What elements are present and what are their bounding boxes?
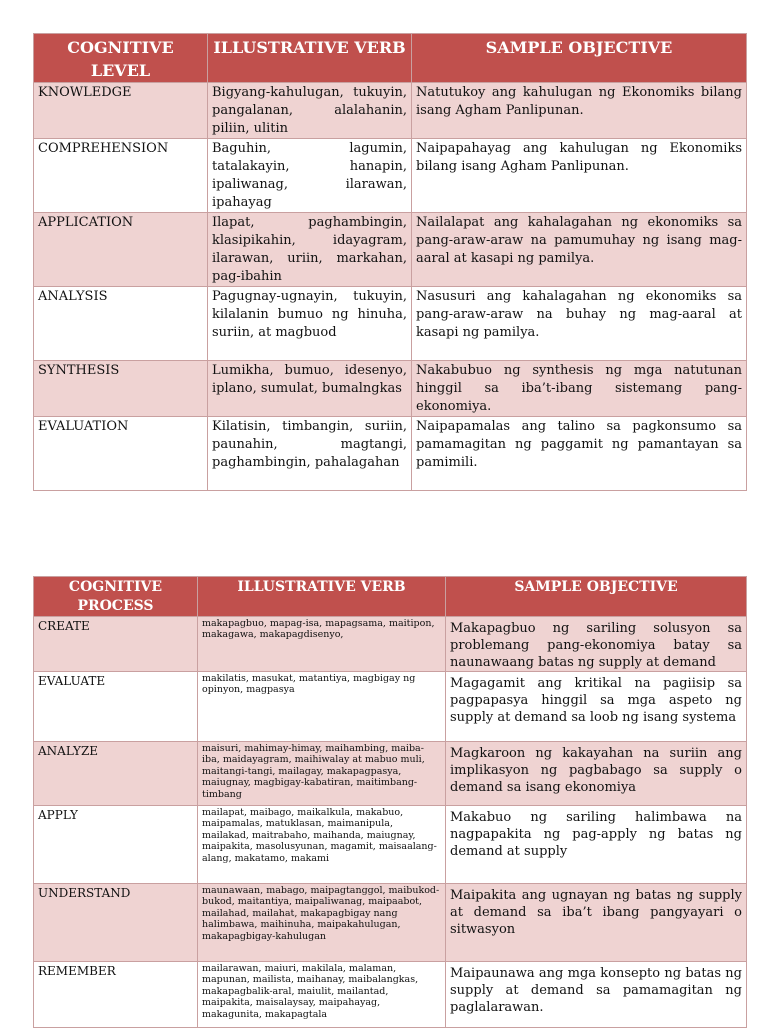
level-cell: EVALUATION [34,417,208,491]
objective-cell: Maipakita ang ugnayan ng batas ng supply at demand sa iba’t ibang pangyayari o sitwasyon [446,884,747,962]
level-cell: ANALYSIS [34,287,208,361]
process-cell: EVALUATE [34,672,198,742]
table-header-row [34,577,747,617]
objective-cell: Magkaroon ng kakayahan na suriin ang implikasyon ng pagbabago sa supply o demand sa isang ekonomiya [446,742,747,806]
level-cell: COMPREHENSION [34,139,208,213]
objective-cell: Naipapamalas ang talino sa pagkonsumo sa pamamagitan ng paggamit ng pamantayan sa pamimili. [412,417,747,491]
verb-cell: Pagugnay-ugnayin, tukuyin, kilalanin bumuo ng hinuha, suriin, at magbuod [208,287,412,361]
objective-cell: Naipapahayag ang kahulugan ng Ekonomiks bilang isang Agham Panlipunan. [412,139,747,213]
table-row [34,962,747,1028]
objective-cell: Makabuo ng sariling halimbawa na nagpapakita ng pag-apply ng batas ng demand at supply [446,806,747,884]
process-cell: UNDERSTAND [34,884,198,962]
cognitive-level-table [33,33,747,491]
process-cell: REMEMBER [34,962,198,1028]
objective-cell: Nailalapat ang kahalagahan ng ekonomiks sa pang-araw-araw na pamumuhay ng isang mag-aaral at kasapi ng pamilya. [412,213,747,287]
objective-cell: Maipaunawa ang mga konsepto ng batas ng supply at demand sa pamamagitan ng paglalarawan. [446,962,747,1028]
table-row [34,213,747,287]
verb-cell: makilatis, masukat, matantiya, magbigay ng opinyon, magpasya [198,672,446,742]
objective-cell: Natutukoy ang kahulugan ng Ekonomiks bilang isang Agham Panlipunan. [412,83,747,139]
header-sample-objective: SAMPLE OBJECTIVE [446,577,747,617]
objective-cell: Nakabubuo ng synthesis ng mga natutunan hinggil sa iba’t-ibang sistemang pang-ekonomiya. [412,361,747,417]
verb-cell: Kilatisin, timbangin, suriin, paunahin, magtangi, paghambingin, pahalagahan [208,417,412,491]
level-cell: SYNTHESIS [34,361,208,417]
table-row [34,617,747,672]
objective-cell: Makapagbuo ng sariling solusyon sa problemang pang-ekonomiya batay sa naunawaang batas ng supply at demand [446,617,747,672]
verb-cell: Bigyang-kahulugan, tukuyin, pangalanan, alalahanin, piliin, ulitin [208,83,412,139]
table-row [34,361,747,417]
table-header-row [34,34,747,83]
verb-cell: Baguhin, lagumin, tatalakayin, hanapin, ipaliwanag, ilarawan, ipahayag [208,139,412,213]
header-illustrative-verb: ILLUSTRATIVE VERB [208,34,412,83]
table-row [34,742,747,806]
table-row [34,806,747,884]
header-sample-objective: SAMPLE OBJECTIVE [412,34,747,83]
process-cell: ANALYZE [34,742,198,806]
table-row [34,417,747,491]
process-cell: CREATE [34,617,198,672]
table-row [34,672,747,742]
verb-cell: mailapat, maibago, maikalkula, makabuo, maipamalas, matuklasan, maimanipula, mailakad, maitrabaho, maihanda, maiugnay, maipakita, masolusyunan, magamit, maisaalang-alang, makatamo, makami [198,806,446,884]
header-illustrative-verb: ILLUSTRATIVE VERB [198,577,446,617]
objective-cell: Magagamit ang kritikal na pagiisip sa pagpapasya hinggil sa mga aspeto ng supply at demand sa loob ng isang systema [446,672,747,742]
verb-cell: maisuri, mahimay-himay, maihambing, maiba-iba, maidayagram, maihiwalay at mabuo muli, maitangi-tangi, mailagay, makapagpasya, maiugnay, magbigay-kabatiran, maitimbang-timbang [198,742,446,806]
header-cognitive-level: COGNITIVE LEVEL [34,34,208,83]
table-row [34,884,747,962]
verb-cell: makapagbuo, mapag-isa, mapagsama, maitipon, makagawa, makapagdisenyo, [198,617,446,672]
cognitive-process-table [33,576,747,1028]
process-cell: APPLY [34,806,198,884]
verb-cell: Ilapat, paghambingin, klasipikahin, idayagram, ilarawan, uriin, markahan, pag-ibahin [208,213,412,287]
verb-cell: Lumikha, bumuo, idesenyo, iplano, sumulat, bumalngkas [208,361,412,417]
header-cognitive-process: COGNITIVE PROCESS [34,577,198,617]
verb-cell: maunawaan, mabago, maipagtanggol, maibukod-bukod, maitantiya, maipaliwanag, maipaabot, mailahad, mailahat, makapagbigay nang halimbawa, maihinuha, maipakahulugan, makapagbigay-kahulugan [198,884,446,962]
table-row [34,139,747,213]
table-row [34,287,747,361]
table-row [34,83,747,139]
verb-cell: mailarawan, maiuri, makilala, malaman, mapunan, mailista, maihanay, maibalangkas, makapagbalik-aral, maiulit, mailantad, maipakita, maisalaysay, maipahayag, makagunita, makapagtala [198,962,446,1028]
level-cell: APPLICATION [34,213,208,287]
level-cell: KNOWLEDGE [34,83,208,139]
objective-cell: Nasusuri ang kahalagahan ng ekonomiks sa pang-araw-araw na buhay ng mag-aaral at kasapi ng pamilya. [412,287,747,361]
